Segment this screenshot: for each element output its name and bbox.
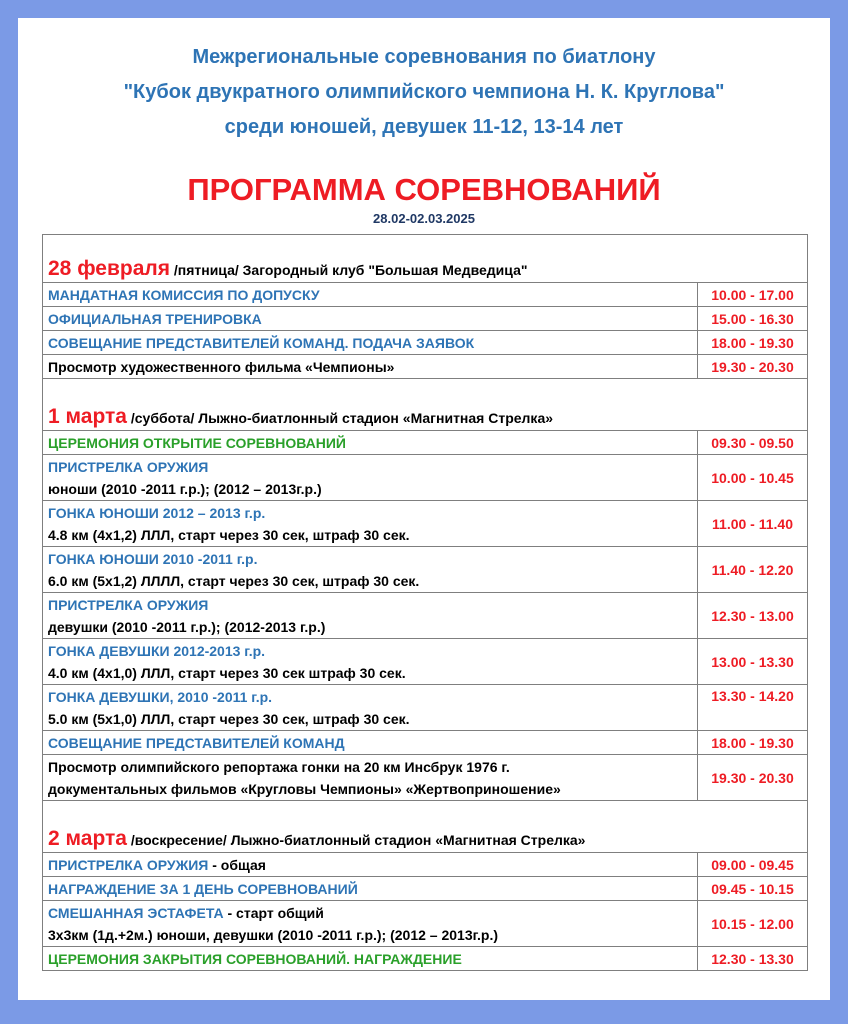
event-time: 09.30 - 09.50	[698, 431, 808, 455]
event-row	[43, 947, 808, 971]
event-cell	[43, 547, 698, 593]
event-cell	[43, 455, 698, 501]
event-cell	[43, 731, 698, 755]
day-venue: Загородный клуб "Большая Медведица"	[242, 262, 528, 278]
event-cell	[43, 501, 698, 547]
event-cell	[43, 685, 698, 731]
day-date: 2 марта	[48, 827, 127, 850]
day-header-row	[43, 379, 808, 431]
event-row	[43, 685, 808, 731]
event-dates: 28.02-02.03.2025	[373, 211, 475, 226]
day-venue: Лыжно-биатлонный стадион «Магнитная Стрелка»	[230, 832, 586, 848]
event-detail: юноши (2010 -2011 г.р.); (2012 – 2013г.р.)	[48, 480, 322, 497]
event-time: 09.45 - 10.15	[698, 877, 808, 901]
event-cell	[43, 877, 698, 901]
event-row	[43, 283, 808, 307]
event-time: 18.00 - 19.30	[698, 331, 808, 355]
event-title-part: Просмотр художественного фильма «Чемпионы»	[48, 358, 395, 375]
event-time: 09.00 - 09.45	[698, 853, 808, 877]
header-line-1: Межрегиональные соревнования по биатлону	[192, 46, 656, 68]
header-line-3: среди юношей, девушек 11-12, 13-14 лет	[224, 116, 624, 138]
event-row	[43, 547, 808, 593]
event-title	[48, 854, 692, 876]
day-header-row	[43, 801, 808, 853]
day-weekday: /суббота/	[126, 410, 195, 426]
event-cell	[43, 307, 698, 331]
event-title	[48, 686, 692, 708]
event-row	[43, 877, 808, 901]
event-detail: 4.8 км (4х1,2) ЛЛЛ, старт через 30 сек, штраф 30 сек.	[48, 526, 410, 543]
event-detail: 3х3км (1д.+2м.) юноши, девушки (2010 -2011 г.р.); (2012 – 2013г.р.)	[48, 926, 499, 943]
event-cell	[43, 331, 698, 355]
event-title-part: ГОНКА ЮНОШИ 2010 -2011 г.р.	[48, 550, 258, 567]
event-cell	[43, 593, 698, 639]
event-time: 18.00 - 19.30	[698, 731, 808, 755]
event-row	[43, 307, 808, 331]
event-title-part: ПРИСТРЕЛКА ОРУЖИЯ	[48, 458, 209, 475]
event-title	[48, 432, 692, 454]
day-venue: Лыжно-биатлонный стадион «Магнитная Стрелка»	[198, 410, 554, 426]
event-title-part: ГОНКА ДЕВУШКИ, 2010 -2011 г.р.	[48, 688, 273, 705]
event-detail: девушки (2010 -2011 г.р.); (2012-2013 г.р.)	[48, 618, 326, 635]
program-table	[42, 234, 808, 971]
event-title-part: Просмотр олимпийского репортажа гонки на 20 км Инсбрук 1976 г.	[48, 758, 510, 775]
event-time: 13.00 - 13.30	[698, 639, 808, 685]
event-row	[43, 901, 808, 947]
event-title-part: ГОНКА ЮНОШИ 2012 – 2013 г.р.	[48, 504, 266, 521]
event-header	[18, 40, 830, 145]
event-title-part: СОВЕЩАНИЕ ПРЕДСТАВИТЕЛЕЙ КОМАНД	[48, 734, 345, 751]
event-cell	[43, 283, 698, 307]
event-cell	[43, 431, 698, 455]
program-title: ПРОГРАММА СОРЕВНОВАНИЙ	[187, 172, 661, 207]
event-title	[48, 640, 692, 662]
event-title	[48, 456, 692, 478]
event-time: 13.30 - 14.20	[698, 685, 808, 731]
event-row	[43, 455, 808, 501]
header-line-2: "Кубок двукратного олимпийского чемпиона Н. К. Круглова"	[123, 81, 725, 103]
event-title-part: ПРИСТРЕЛКА ОРУЖИЯ	[48, 856, 209, 873]
day-header-cell	[43, 235, 808, 283]
event-title	[48, 756, 692, 778]
day-header-row	[43, 235, 808, 283]
event-title	[48, 356, 692, 378]
event-cell	[43, 755, 698, 801]
event-title-part: СОВЕЩАНИЕ ПРЕДСТАВИТЕЛЕЙ КОМАНД. ПОДАЧА ЗАЯВОК	[48, 334, 475, 351]
program-page	[18, 18, 830, 1000]
event-detail: 4.0 км (4х1,0) ЛЛЛ, старт через 30 сек штраф 30 сек.	[48, 664, 406, 681]
day-header-cell	[43, 801, 808, 853]
event-detail: 6.0 км (5х1,2) ЛЛЛЛ, старт через 30 сек, штраф 30 сек.	[48, 572, 420, 589]
event-row	[43, 501, 808, 547]
event-title-part: ГОНКА ДЕВУШКИ 2012-2013 г.р.	[48, 642, 266, 659]
event-title	[48, 948, 692, 970]
event-cell	[43, 853, 698, 877]
event-time: 19.30 - 20.30	[698, 355, 808, 379]
event-title	[48, 878, 692, 900]
event-time: 12.30 - 13.00	[698, 593, 808, 639]
event-title	[48, 548, 692, 570]
event-cell	[43, 947, 698, 971]
event-title-part: - старт общий	[223, 904, 324, 921]
event-row	[43, 355, 808, 379]
event-row	[43, 331, 808, 355]
event-title	[48, 594, 692, 616]
event-row	[43, 431, 808, 455]
event-time: 11.40 - 12.20	[698, 547, 808, 593]
event-cell	[43, 901, 698, 947]
event-title-part: ОФИЦИАЛЬНАЯ ТРЕНИРОВКА	[48, 310, 262, 327]
event-row	[43, 593, 808, 639]
event-detail: документальных фильмов «Кругловы Чемпионы» «Жертвоприношение»	[48, 780, 561, 797]
event-row	[43, 731, 808, 755]
event-time: 10.00 - 10.45	[698, 455, 808, 501]
event-title	[48, 332, 692, 354]
event-time: 10.00 - 17.00	[698, 283, 808, 307]
event-time: 15.00 - 16.30	[698, 307, 808, 331]
event-time: 11.00 - 11.40	[698, 501, 808, 547]
event-detail: 5.0 км (5х1,0) ЛЛЛ, старт через 30 сек, штраф 30 сек.	[48, 710, 410, 727]
event-title	[48, 308, 692, 330]
event-title	[48, 284, 692, 306]
event-title-part: НАГРАЖДЕНИЕ ЗА 1 ДЕНЬ СОРЕВНОВАНИЙ	[48, 880, 358, 897]
event-title-part: ПРИСТРЕЛКА ОРУЖИЯ	[48, 596, 209, 613]
event-time: 10.15 - 12.00	[698, 901, 808, 947]
event-title-part: ЦЕРЕМОНИЯ ЗАКРЫТИЯ СОРЕВНОВАНИЙ. НАГРАЖДЕНИЕ	[48, 950, 462, 967]
event-time: 12.30 - 13.30	[698, 947, 808, 971]
event-row	[43, 755, 808, 801]
day-date: 1 марта	[48, 405, 127, 428]
event-title	[48, 732, 692, 754]
event-title-part: СМЕШАННАЯ ЭСТАФЕТА	[48, 904, 224, 921]
event-time: 19.30 - 20.30	[698, 755, 808, 801]
event-title-part: - общая	[208, 856, 266, 873]
event-row	[43, 853, 808, 877]
day-date: 28 февраля	[48, 257, 170, 280]
event-row	[43, 639, 808, 685]
day-weekday: /воскресение/	[126, 832, 227, 848]
event-title	[48, 902, 692, 924]
event-title-part: ЦЕРЕМОНИЯ ОТКРЫТИЕ СОРЕВНОВАНИЙ	[48, 434, 346, 451]
event-title	[48, 502, 692, 524]
day-header-cell	[43, 379, 808, 431]
day-weekday: /пятница/	[169, 262, 239, 278]
event-cell	[43, 639, 698, 685]
event-cell	[43, 355, 698, 379]
event-title-part: МАНДАТНАЯ КОМИССИЯ ПО ДОПУСКУ	[48, 286, 320, 303]
